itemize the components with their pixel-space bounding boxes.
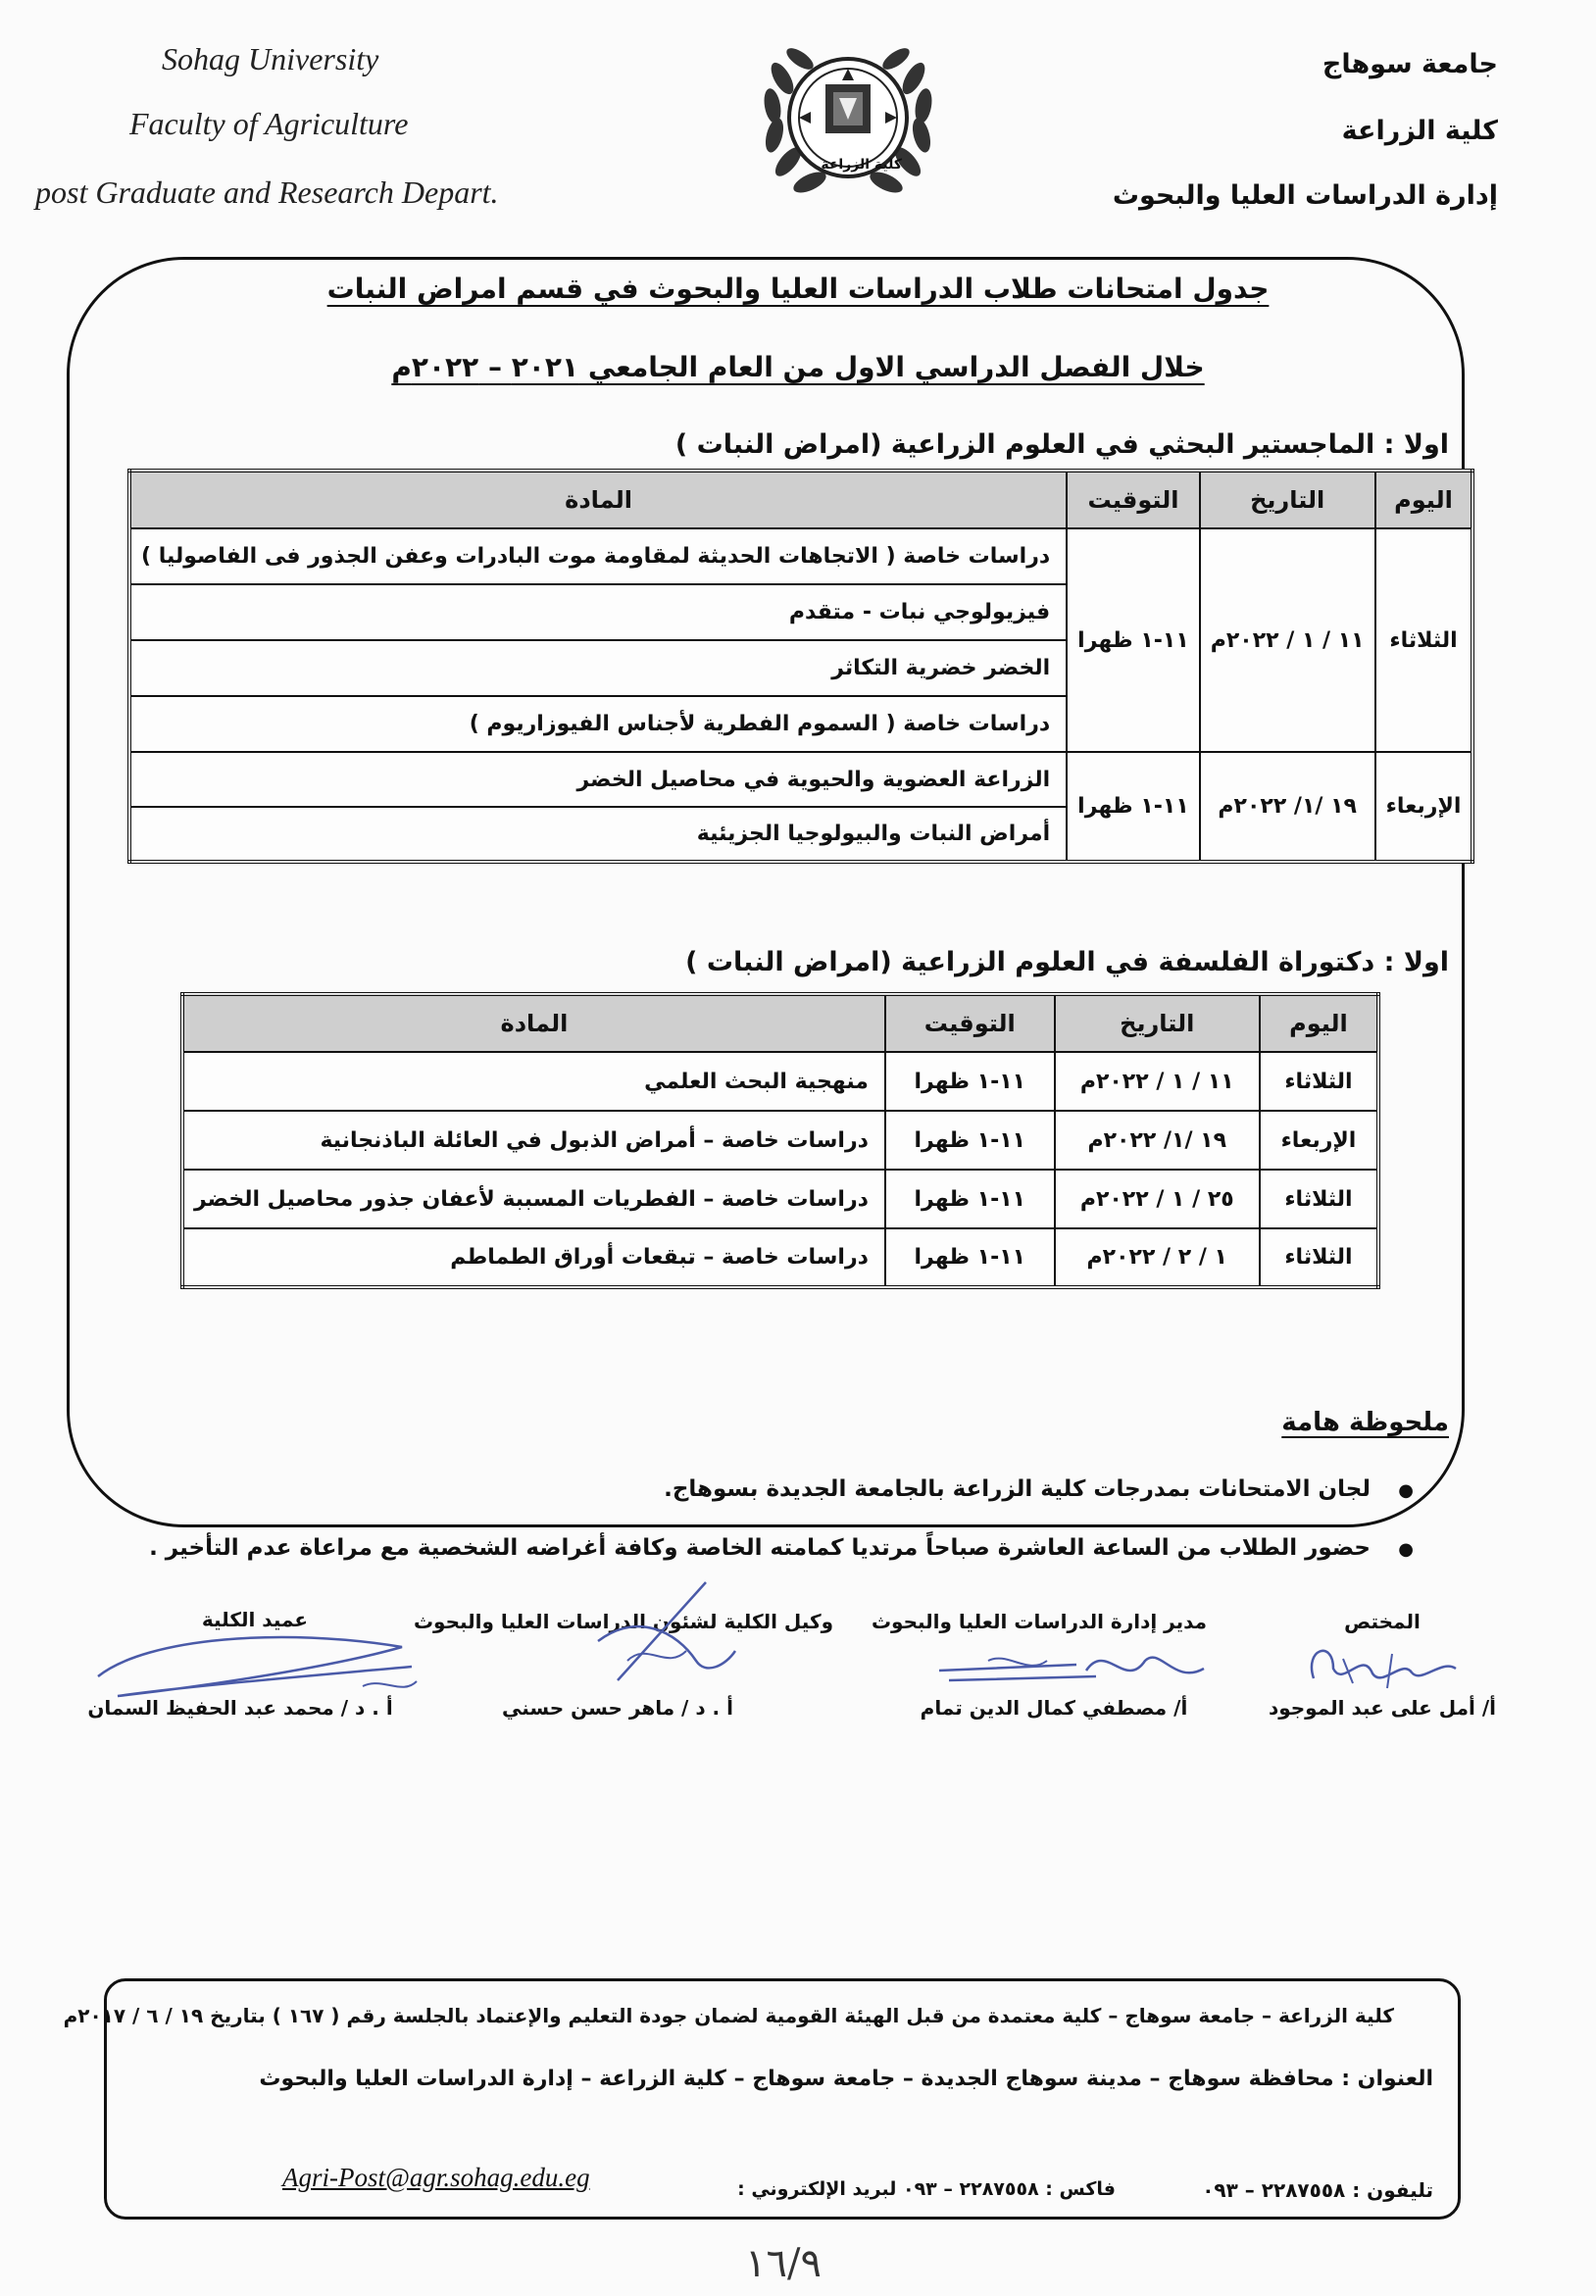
table-row [182,1111,1378,1170]
exam-time: ١١-١ ظهرا [885,1111,1055,1170]
handwritten-signature-3 [559,1572,755,1700]
note-item: ● لجان الامتحانات بمدرجات كلية الزراعة بالجامعة الجديدة بسوهاج. [664,1476,1414,1502]
arabic-department-name: إدارة الدراسات العليا والبحوث [1112,180,1498,211]
exam-subject: دراسات خاصة ( الاتجاهات الحديثة لمقاومة موت البادرات وعفن الجذور فى الفاصوليا ) [129,528,1067,584]
footer-accreditation: كلية الزراعة – جامعة سوهاج – كلية معتمدة من قبل الهيئة القومية لضمان جودة التعليم والإعتماد بالجلسة رقم ( ١٦٧ ) بتاريخ ١٩ / ٦ / ٢٠١٧م [63,2004,1394,2027]
column-time: التوقيت [1067,471,1200,528]
exam-day: الثلاثاء [1260,1052,1378,1111]
exam-time: ١١-١ ظهرا [885,1052,1055,1111]
exam-time: ١١-١ ظهرا [1067,528,1200,752]
table-row [182,1228,1378,1287]
phd-header-row [182,994,1378,1052]
signature-role: عميد الكلية [201,1608,309,1631]
exam-subject: دراسات خاصة – أمراض الذبول في العائلة الباذنجانية [182,1111,885,1170]
phd-heading: اولا : دكتوراة الفلسفة في العلوم الزراعية (امراض النبات ) [685,947,1449,977]
exam-day: الإربعاء [1260,1111,1378,1170]
arabic-university-name: جامعة سوهاج [1322,49,1498,79]
exam-subject: دراسات خاصة ( السموم الفطرية لأجناس الفيوزاريوم ) [129,696,1067,752]
arabic-faculty-name: كلية الزراعة [1341,116,1498,146]
handwritten-signature-2 [929,1631,1223,1700]
handwritten-signature-4 [88,1627,422,1716]
english-university-name: Sohag University [162,41,379,76]
handwritten-signature-1 [1294,1629,1471,1698]
signature-role: المختص [1344,1610,1421,1633]
column-date: التاريخ [1200,471,1375,528]
exam-time: ١١-١ ظهرا [885,1170,1055,1228]
exam-date: ١١ / ١ / ٢٠٢٢م [1055,1052,1260,1111]
table-row [129,528,1472,584]
exam-date: ١ / ٢ / ٢٠٢٢م [1055,1228,1260,1287]
exam-date: ٢٥ / ١ / ٢٠٢٢م [1055,1170,1260,1228]
faculty-logo [745,20,951,216]
notes-title: ملحوظة هامة [1281,1408,1449,1437]
table-row [182,1052,1378,1111]
signature-role: وكيل الكلية لشئون الدراسات العليا والبحوث [413,1610,833,1633]
laurel-wreath-icon [745,20,951,216]
column-subject: المادة [182,994,885,1052]
footer-address: العنوان : محافظة سوهاج – مدينة سوهاج الجديدة – جامعة سوهاج – كلية الزراعة – إدارة الدراسات العليا والبحوث [259,2067,1433,2091]
exam-subject: دراسات خاصة – الفطريات المسببة لأعفان جذور محاصيل الخضر [182,1170,885,1228]
exam-day: الثلاثاء [1260,1170,1378,1228]
exam-time: ١١-١ ظهرا [1067,752,1200,862]
exam-subject: الزراعة العضوية والحيوية في محاصيل الخضر [129,752,1067,807]
exam-subject: فيزيولوجي نبات - متقدم [129,584,1067,640]
page-mark: ١٦/٩ [745,2241,822,2286]
footer-email[interactable]: Agri-Post@agr.sohag.edu.eg [282,2163,590,2192]
table-row [182,1170,1378,1228]
exam-time: ١١-١ ظهرا [885,1228,1055,1287]
signature-name: أ . د / محمد عبد الحفيظ السمان [87,1696,393,1720]
semester-title: خلال الفصل الدراسي الاول من العام الجامعي ٢٠٢١ – ٢٠٢٢م [391,351,1205,383]
masters-header-row [129,471,1472,528]
exam-day: الثلاثاء [1375,528,1473,752]
exam-subject: الخضر خضرية التكاثر [129,640,1067,696]
bullet-icon: ● [1398,1539,1414,1560]
phd-exam-table [180,992,1380,1289]
english-faculty-name: Faculty of Agriculture [129,106,409,141]
exam-day: الثلاثاء [1260,1228,1378,1287]
bullet-icon: ● [1398,1480,1414,1501]
column-day: اليوم [1375,471,1473,528]
masters-exam-table [127,469,1474,864]
table-row [129,752,1472,807]
exam-date: ١١ / ١ / ٢٠٢٢م [1200,528,1375,752]
signature-role: مدير إدارة الدراسات العليا والبحوث [871,1610,1208,1633]
footer-fax: فاكس : ٢٢٨٧٥٥٨ – ٠٩٣ لبريد الإلكتروني : [737,2178,1116,2200]
column-time: التوقيت [885,994,1055,1052]
exam-subject: دراسات خاصة – تبقعات أوراق الطماطم [182,1228,885,1287]
exam-date: ١٩ /١/ ٢٠٢٢م [1055,1111,1260,1170]
signature-name: أ . د / ماهر حسن حسني [502,1696,733,1720]
column-day: اليوم [1260,994,1378,1052]
main-title: جدول امتحانات طلاب الدراسات العليا والبحوث في قسم امراض النبات [326,273,1270,305]
exam-subject: منهجية البحث العلمي [182,1052,885,1111]
exam-date: ١٩ /١/ ٢٠٢٢م [1200,752,1375,862]
masters-heading: اولا : الماجستير البحثي في العلوم الزراعية (امراض النبات ) [674,429,1449,460]
note-item: ● حضور الطلاب من الساعة العاشرة صباحاً مرتديا كمامته الخاصة وكافة أغراضه الشخصية مع مراعاة عدم التأخير . [149,1535,1414,1561]
exam-day: الإربعاء [1375,752,1473,862]
exam-subject: أمراض النبات والبيولوجيا الجزيئية [129,807,1067,862]
signature-name: أ/ أمل على عبد الموجود [1268,1696,1497,1720]
logo-caption: كلية الزراعة [821,157,902,173]
column-date: التاريخ [1055,994,1260,1052]
signature-name: أ/ مصطفي كمال الدين تمام [920,1696,1188,1720]
footer-phone: تليفون : ٢٢٨٧٥٥٨ – ٠٩٣ [1202,2178,1433,2202]
english-department-name: post Graduate and Research Depart. [35,175,499,210]
column-subject: المادة [129,471,1067,528]
